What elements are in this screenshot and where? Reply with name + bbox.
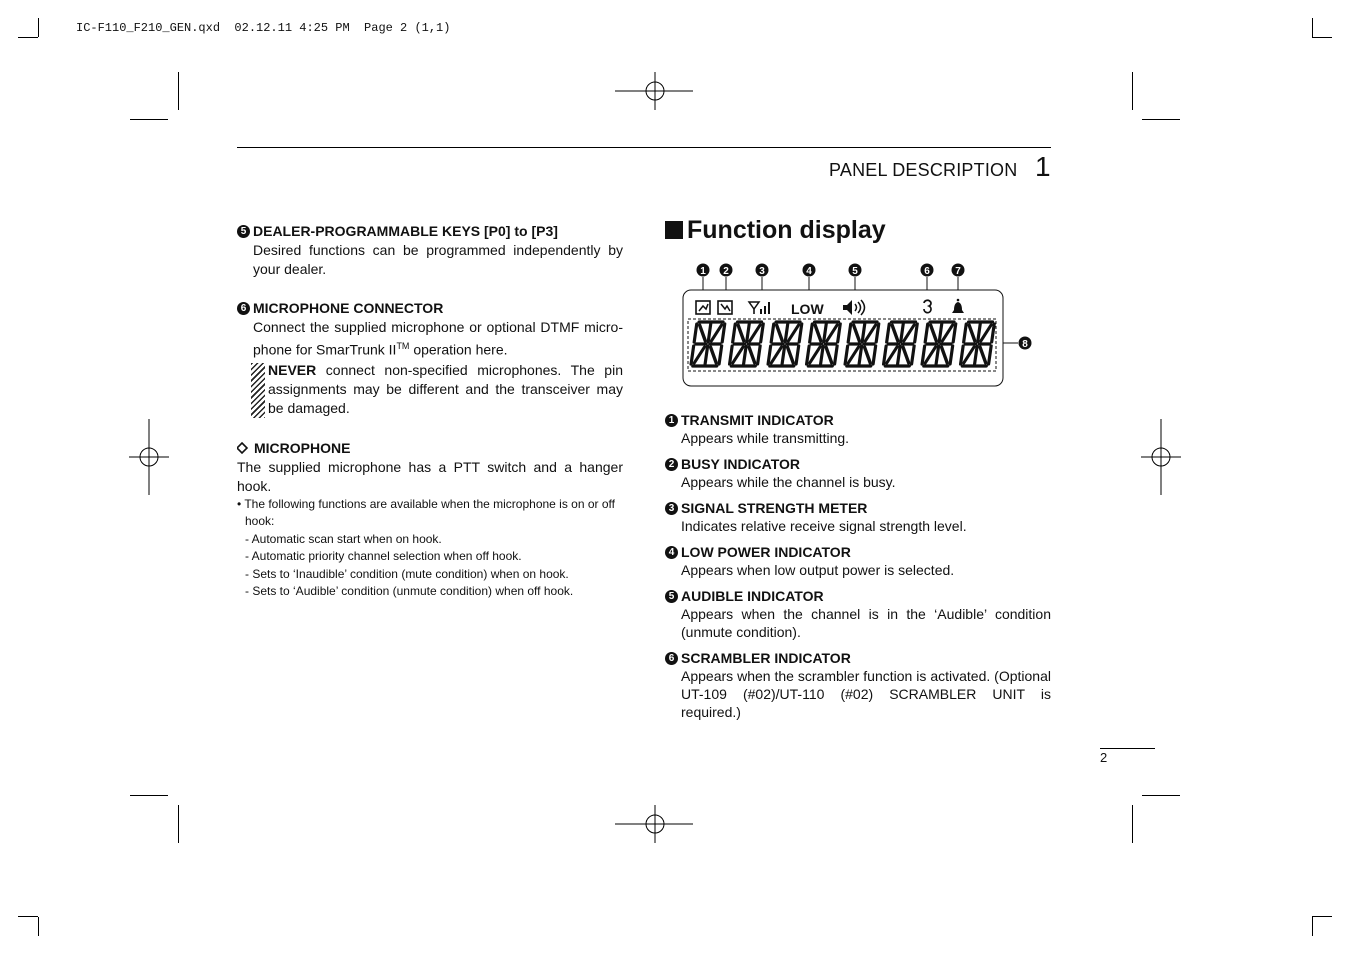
section-title: DEALER-PROGRAMMABLE KEYS [P0] to [P3]: [253, 223, 558, 239]
callout-6-badge: 6: [237, 302, 250, 315]
section-microphone: [237, 439, 623, 601]
section-body: Connect the supplied microphone or optional DTMF micro-phone for SmarTrunk II™ operation here.: [253, 319, 623, 358]
svg-text:7: 7: [955, 266, 961, 277]
page-number: 2: [1100, 750, 1108, 765]
list-item: 6 SCRAMBLER INDICATOR Appears when the scrambler function is activated. (Optional UT-109 (#02)/UT-110 (#02) SCRAMBLER UNIT is required.): [665, 649, 1051, 721]
right-column: [665, 216, 1051, 253]
section-dealer-keys: [237, 222, 623, 279]
list-item: 1 TRANSMIT INDICATOR Appears while transmitting.: [665, 411, 1051, 447]
header-rule: [237, 147, 1051, 148]
svg-text:6: 6: [924, 266, 930, 277]
svg-text:8: 8: [1022, 339, 1028, 350]
dash-item: - Automatic priority channel selection when off hook.: [245, 549, 522, 564]
list-item: 4 LOW POWER INDICATOR Appears when low output power is selected.: [665, 543, 1051, 579]
low-power-label: LOW: [791, 301, 824, 317]
callout-badge: 4: [665, 546, 678, 559]
section-title: MICROPHONE: [254, 439, 351, 456]
svg-text:2: 2: [723, 266, 729, 277]
list-item: 2 BUSY INDICATOR Appears while the channel is busy.: [665, 455, 1051, 491]
dash-item: - Automatic scan start when on hook.: [245, 531, 442, 546]
caution-note: NEVER connect non-specified microphones. The pin assignments may be different and the transceiver may be damaged.: [237, 361, 623, 418]
svg-text:1: 1: [700, 266, 706, 277]
callout-badge: 3: [665, 502, 678, 515]
callout-badge: 5: [665, 590, 678, 603]
list-item: 5 AUDIBLE INDICATOR Appears when the channel is in the ‘Audible’ condition (unmute condition).: [665, 587, 1051, 641]
left-column: [237, 222, 623, 601]
svg-text:3: 3: [759, 266, 765, 277]
section-mic-connector: [237, 299, 623, 418]
callout-badge: 1: [665, 414, 678, 427]
caution-hatch-icon: [251, 363, 265, 418]
bullet-note: • The following functions are available when the microphone is on or off hook:: [237, 496, 615, 529]
section-body: The supplied microphone has a PTT switch and a hanger hook.: [237, 458, 623, 494]
section-body: Desired functions can be programmed independently by your dealer.: [253, 242, 623, 277]
footer-rule: [1100, 748, 1155, 749]
section-heading: Function display: [687, 216, 886, 244]
chapter-number: 1: [1035, 151, 1051, 182]
section-title: MICROPHONE CONNECTOR: [253, 300, 444, 316]
file-slug: IC-F110_F210_GEN.qxd 02.12.11 4:25 PM Page 2 (1,1): [76, 21, 451, 35]
callout-badge: 2: [665, 458, 678, 471]
dash-item: - Sets to ‘Inaudible’ condition (mute condition) when on hook.: [245, 566, 569, 581]
svg-text:5: 5: [852, 266, 858, 277]
callout-badge: 6: [665, 652, 678, 665]
indicator-list: [665, 411, 1051, 729]
callout-5-badge: 5: [237, 225, 250, 238]
square-bullet-icon: [665, 221, 683, 239]
dash-item: - Sets to ‘Audible’ condition (unmute condition) when off hook.: [245, 584, 574, 599]
lcd-display-diagram: [660, 258, 1040, 393]
list-item: 3 SIGNAL STRENGTH METER Indicates relative receive signal strength level.: [665, 499, 1051, 535]
diamond-icon: [237, 442, 251, 454]
svg-text:4: 4: [806, 266, 812, 277]
chapter-title: PANEL DESCRIPTION: [829, 160, 1018, 180]
